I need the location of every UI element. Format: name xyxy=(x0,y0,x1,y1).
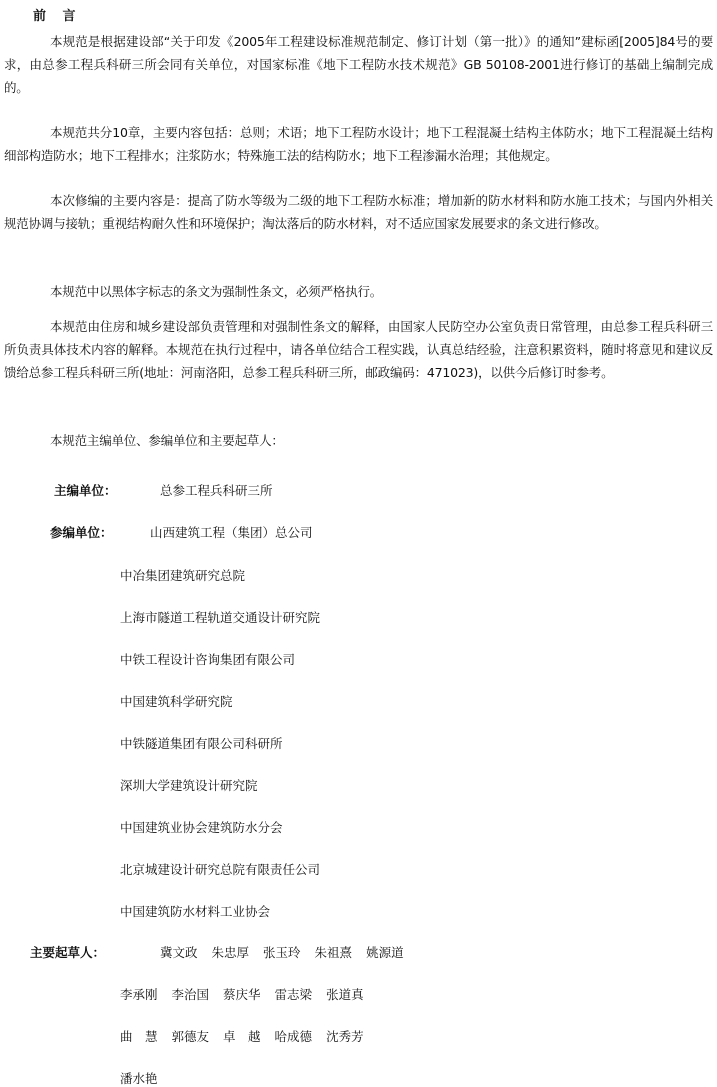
participating-label: 参编单位： xyxy=(50,525,113,540)
drafter-name: 朱祖熹 xyxy=(314,945,353,960)
drafter-name: 张玉玲 xyxy=(263,945,301,960)
drafters-label: 主要起草人： xyxy=(30,945,106,960)
participating-unit: 中冶集团建筑研究总院 xyxy=(120,568,246,583)
paragraph-mandatory: 本规范中以黑体字标志的条文为强制性条文，必须严格执行。 xyxy=(50,284,383,299)
drafter-name: 蔡庆华 xyxy=(223,987,261,1002)
drafter-name: 姚源道 xyxy=(366,945,404,960)
participating-unit: 中铁工程设计咨询集团有限公司 xyxy=(120,652,296,667)
drafters-row xyxy=(120,1069,172,1087)
drafters-row xyxy=(160,943,418,961)
drafter-name: 哈成德 xyxy=(274,1029,313,1044)
drafter-name: 李治国 xyxy=(171,987,210,1002)
drafter-name: 冀文政 xyxy=(160,945,198,960)
drafters-row xyxy=(120,1027,378,1045)
drafter-name: 张道真 xyxy=(326,987,364,1002)
chief-unit: 总参工程兵科研三所 xyxy=(160,483,273,498)
paragraph-management: 本规范由住房和城乡建设部负责管理和对强制性条文的解释，由国家人民防空办公室负责日常管理，由总参工程兵科研三所负责具体技术内容的解释。本规范在执行过程中，请各单位结合工程实践，认真总结经验，注意积累资料，随时将意见和建议反馈给总参工程兵科研三所(地址：河南洛阳，总参工程兵科研三所，邮政编码：471023)，以供今后修订时参考。 xyxy=(4,319,713,380)
drafter-name: 曲 慧 xyxy=(120,1029,158,1044)
chief-unit-label: 主编单位： xyxy=(54,483,117,498)
participating-unit: 山西建筑工程（集团）总公司 xyxy=(150,525,313,540)
drafters-row xyxy=(120,985,378,1003)
drafter-name: 郭德友 xyxy=(171,1029,210,1044)
participating-unit: 北京城建设计研究总院有限责任公司 xyxy=(120,862,321,877)
page-title: 前 言 xyxy=(33,9,82,24)
participating-unit: 上海市隧道工程轨道交通设计研究院 xyxy=(120,610,321,625)
participating-unit: 深圳大学建筑设计研究院 xyxy=(120,778,258,793)
drafter-name: 沈秀芳 xyxy=(326,1029,364,1044)
paragraph-units-intro: 本规范主编单位、参编单位和主要起草人： xyxy=(50,433,284,448)
drafter-name: 潘水艳 xyxy=(120,1071,158,1086)
participating-unit: 中国建筑科学研究院 xyxy=(120,694,233,709)
paragraph-contents: 本规范共分10章，主要内容包括：总则；术语；地下工程防水设计；地下工程混凝土结构主体防水；地下工程混凝土结构细部构造防水；地下工程排水；注浆防水；特殊施工法的结构防水；地下工程渗漏水治理；其他规定。 xyxy=(4,125,713,163)
paragraph-basis: 本规范是根据建设部“关于印发《2005年工程建设标准规范制定、修订计划（第一批）》的通知”建标函[2005]84号的要求，由总参工程兵科研三所会同有关单位，对国家标准《地下工程防水技术规范》GB 50108-2001进行修订的基础上编制完成的。 xyxy=(4,34,713,95)
drafter-name: 朱忠厚 xyxy=(211,945,250,960)
participating-unit: 中国建筑防水材料工业协会 xyxy=(120,904,271,919)
drafter-name: 李承刚 xyxy=(120,987,158,1002)
paragraph-revisions: 本次修编的主要内容是：提高了防水等级为二级的地下工程防水标准；增加新的防水材料和防水施工技术；与国内外相关规范协调与接轨；重视结构耐久性和环境保护；淘汰落后的防水材料，对不适应国家发展要求的条文进行修改。 xyxy=(4,193,713,231)
participating-unit: 中铁隧道集团有限公司科研所 xyxy=(120,736,283,751)
drafter-name: 雷志梁 xyxy=(274,987,313,1002)
drafter-name: 卓 越 xyxy=(223,1029,261,1044)
participating-unit: 中国建筑业协会建筑防水分会 xyxy=(120,820,283,835)
